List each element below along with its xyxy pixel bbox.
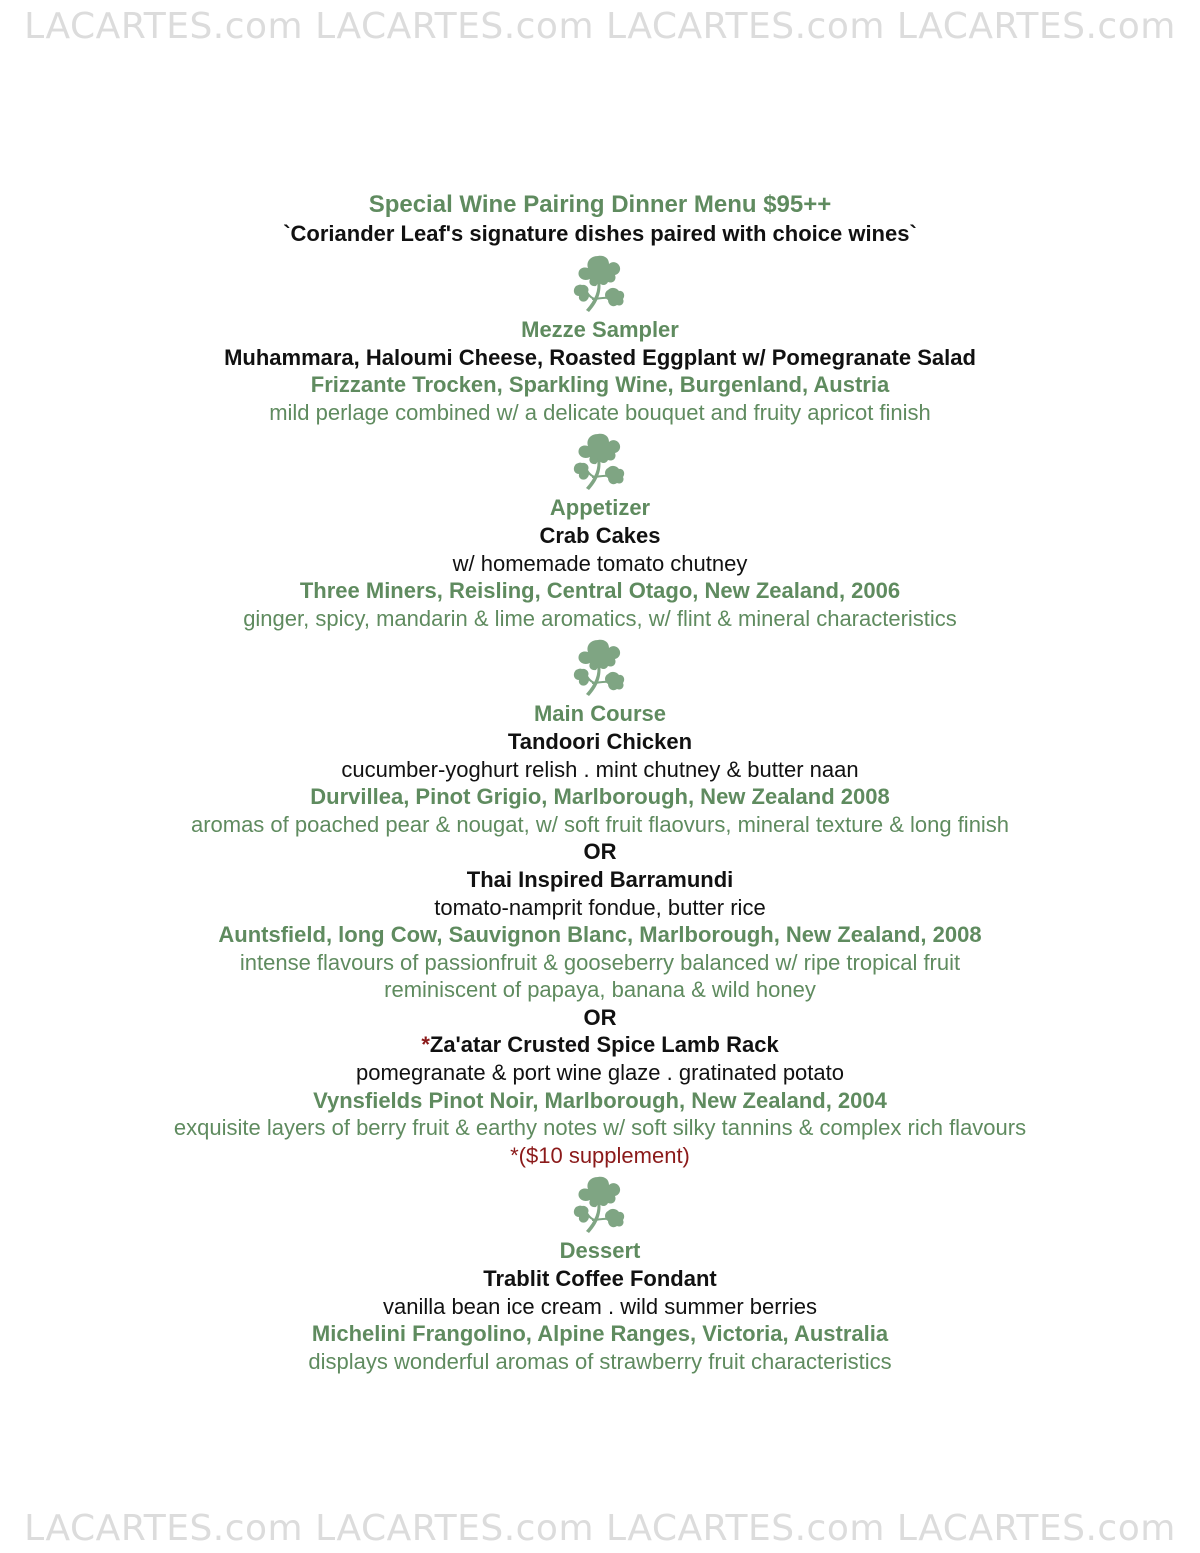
supplement-marker: * — [421, 1032, 430, 1058]
wine-name: Michelini Frangolino, Alpine Ranges, Victoria, Australia — [311, 1321, 889, 1347]
or-separator: OR — [583, 839, 617, 865]
supplement-note: *($10 supplement) — [510, 1142, 690, 1168]
wine-notes: aromas of poached pear & nougat, w/ soft fruit flaovurs, mineral texture & long finish — [190, 811, 1010, 837]
wine-notes: exquisite layers of berry fruit & earthy notes w/ soft silky tannins & complex rich flavours — [173, 1115, 1027, 1141]
wine-name: Durvillea, Pinot Grigio, Marlborough, New Zealand 2008 — [310, 784, 890, 810]
dish-name: Crab Cakes — [539, 522, 661, 548]
dish-description: pomegranate & port wine glaze . gratinated potato — [356, 1060, 844, 1086]
section-heading-dessert: Dessert — [559, 1238, 641, 1264]
wine-name: Frizzante Trocken, Sparkling Wine, Burgenland, Austria — [310, 372, 890, 398]
wine-notes: reminiscent of papaya, banana & wild honey — [384, 977, 816, 1003]
or-separator: OR — [583, 1004, 617, 1030]
wine-name: Three Miners, Reisling, Central Otago, New Zealand, 2006 — [299, 578, 901, 604]
wine-pairing-menu — [0, 190, 1200, 1375]
wine-name: Auntsfield, long Cow, Sauvignon Blanc, Marlborough, New Zealand, 2008 — [218, 922, 982, 948]
menu-title: Special Wine Pairing Dinner Menu $95++ — [368, 191, 832, 218]
dish-description: tomato-namprit fondue, butter rice — [434, 894, 766, 920]
dish-name-lamb — [0, 1031, 1200, 1059]
coriander-leaf-icon — [568, 1173, 632, 1235]
watermark-top: LACARTES.com LACARTES.com LACARTES.com LACARTES.com — [24, 6, 1176, 47]
coriander-leaf-icon — [568, 430, 632, 492]
wine-notes: mild perlage combined w/ a delicate bouquet and fruity apricot finish — [269, 399, 931, 425]
dish-name: Thai Inspired Barramundi — [466, 866, 734, 892]
dish-name: Za'atar Crusted Spice Lamb Rack — [429, 1032, 779, 1058]
menu-subtitle: `Coriander Leaf's signature dishes paired with choice wines` — [283, 221, 917, 246]
wine-notes: ginger, spicy, mandarin & lime aromatics, w/ flint & mineral characteristics — [243, 605, 957, 631]
wine-name: Vynsfields Pinot Noir, Marlborough, New Zealand, 2004 — [313, 1087, 887, 1113]
section-heading-mezze: Mezze Sampler — [521, 317, 679, 342]
section-heading-main-course: Main Course — [533, 701, 667, 727]
dish-name: Muhammara, Haloumi Cheese, Roasted Eggplant w/ Pomegranate Salad — [224, 344, 976, 370]
watermark-bottom: LACARTES.com LACARTES.com LACARTES.com LACARTES.com — [24, 1508, 1176, 1549]
dish-name: Trablit Coffee Fondant — [483, 1266, 717, 1292]
dish-name: Tandoori Chicken — [507, 728, 693, 754]
section-heading-appetizer: Appetizer — [549, 495, 651, 521]
wine-notes: displays wonderful aromas of strawberry fruit characteristics — [308, 1348, 892, 1374]
coriander-leaf-icon — [568, 636, 632, 698]
coriander-leaf-icon — [568, 252, 632, 314]
dish-description: vanilla bean ice cream . wild summer berries — [382, 1293, 818, 1319]
dish-description: cucumber-yoghurt relish . mint chutney & butter naan — [341, 756, 859, 782]
wine-notes: intense flavours of passionfruit & gooseberry balanced w/ ripe tropical fruit — [239, 949, 961, 975]
dish-description: w/ homemade tomato chutney — [452, 550, 748, 576]
